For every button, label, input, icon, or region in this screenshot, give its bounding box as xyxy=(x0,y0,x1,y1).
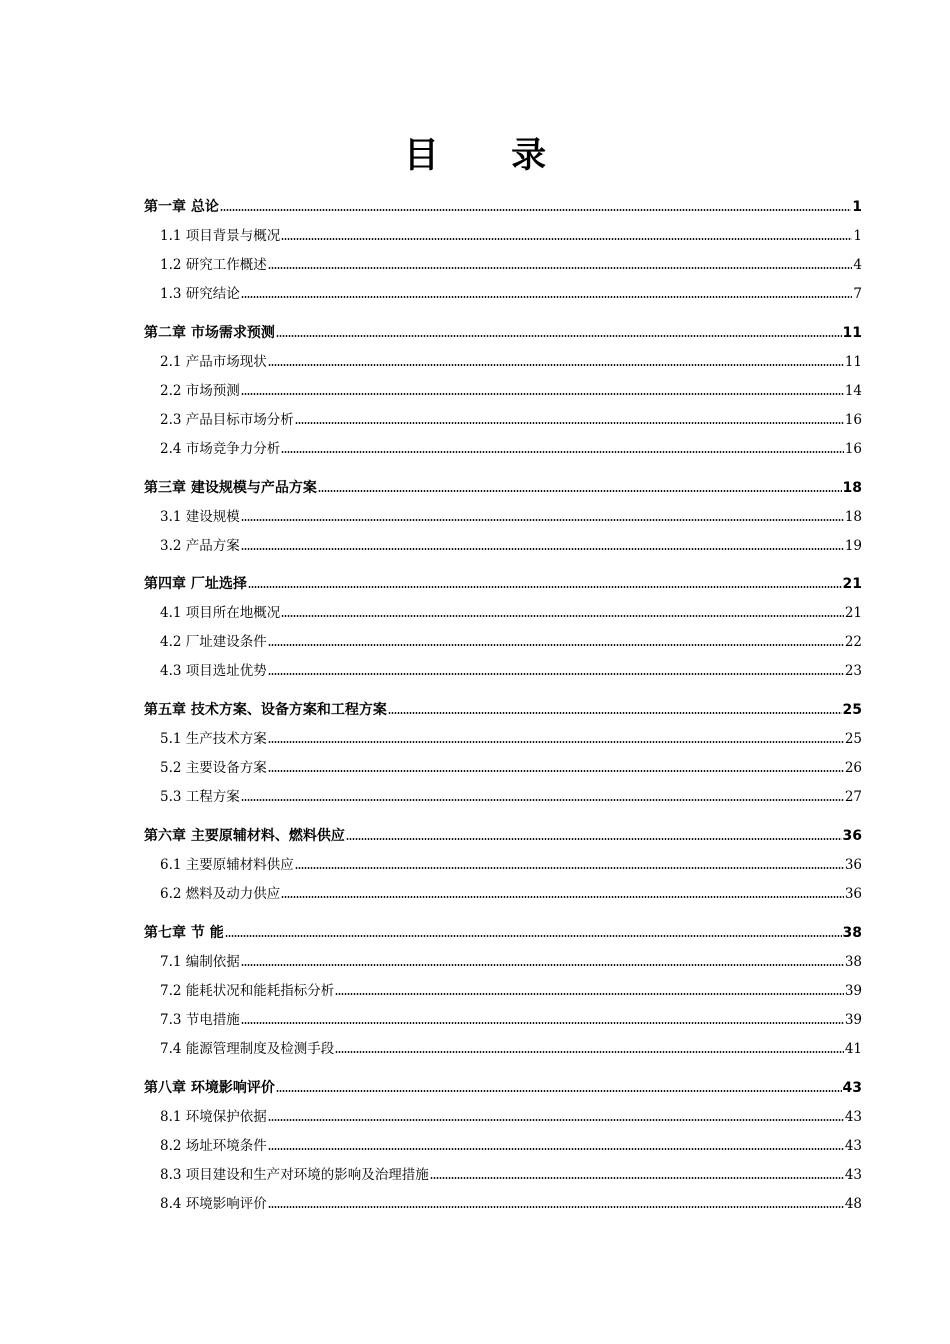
dot-leader xyxy=(220,208,851,212)
dot-leader xyxy=(346,837,842,841)
toc-label: 第三章 建设规模与产品方案 xyxy=(144,480,317,496)
toc-page-number: 21 xyxy=(844,605,862,621)
dot-leader xyxy=(268,643,844,647)
toc-page-number: 11 xyxy=(844,354,862,370)
toc-section-4-3[interactable] xyxy=(144,658,862,680)
toc-label: 2.2 市场预测 xyxy=(160,383,240,399)
dot-leader xyxy=(388,711,842,715)
toc-page-number: 43 xyxy=(844,1109,862,1125)
toc-label: 1.3 研究结论 xyxy=(160,286,240,302)
toc-section-8-1[interactable] xyxy=(144,1104,862,1126)
toc-page-number: 18 xyxy=(842,480,862,496)
page-title: 目 录 xyxy=(403,136,577,176)
toc-page-number: 43 xyxy=(842,1080,862,1096)
toc-section-1-2[interactable] xyxy=(144,252,862,274)
dot-leader xyxy=(318,489,842,493)
toc-label: 8.2 场址环境条件 xyxy=(160,1138,267,1154)
toc-page-number: 36 xyxy=(842,828,862,844)
toc-page-number: 36 xyxy=(844,857,862,873)
toc-section-3-1[interactable] xyxy=(144,504,862,526)
dot-leader xyxy=(335,992,844,996)
toc-label: 7.1 编制依据 xyxy=(160,954,240,970)
toc-section-8-4[interactable] xyxy=(144,1191,862,1213)
dot-leader xyxy=(268,1118,844,1122)
toc-section-2-3[interactable] xyxy=(144,407,862,429)
toc-section-5-3[interactable] xyxy=(144,784,862,806)
toc-section-3-2[interactable] xyxy=(144,533,862,555)
dot-leader xyxy=(248,585,842,589)
toc-page-number: 23 xyxy=(844,663,862,679)
dot-leader xyxy=(268,1205,844,1209)
toc-section-6-1[interactable] xyxy=(144,852,862,874)
toc-page-number: 19 xyxy=(844,538,862,554)
toc-page-number: 11 xyxy=(842,325,862,341)
toc-section-7-2[interactable] xyxy=(144,978,862,1000)
dot-leader xyxy=(241,392,844,396)
toc-label: 2.4 市场竞争力分析 xyxy=(160,441,281,457)
toc-label: 5.2 主要设备方案 xyxy=(160,760,267,776)
toc-label: 3.2 产品方案 xyxy=(160,538,240,554)
toc-label: 5.1 生产技术方案 xyxy=(160,731,267,747)
toc-chapter-8[interactable] xyxy=(144,1075,862,1097)
toc-page-number: 18 xyxy=(844,509,862,525)
toc-chapter-3[interactable] xyxy=(144,475,862,497)
toc-label: 7.3 节电措施 xyxy=(160,1012,240,1028)
toc-chapter-2[interactable] xyxy=(144,320,862,342)
toc-page-number: 39 xyxy=(844,1012,862,1028)
toc-page-number: 38 xyxy=(842,925,862,941)
toc-page-number: 27 xyxy=(844,789,862,805)
toc-label: 6.2 燃料及动力供应 xyxy=(160,886,281,902)
dot-leader xyxy=(241,798,844,802)
toc-page-number: 14 xyxy=(844,383,862,399)
toc-label: 3.1 建设规模 xyxy=(160,509,240,525)
toc-chapter-7[interactable] xyxy=(144,920,862,942)
toc-page-number: 48 xyxy=(844,1196,862,1212)
toc-label: 7.2 能耗状况和能耗指标分析 xyxy=(160,983,335,999)
toc-label: 第五章 技术方案、设备方案和工程方案 xyxy=(144,702,387,718)
toc-page-number: 7 xyxy=(853,286,862,302)
toc-section-8-2[interactable] xyxy=(144,1133,862,1155)
toc-label: 第六章 主要原辅材料、燃料供应 xyxy=(144,828,345,844)
dot-leader xyxy=(241,518,844,522)
toc-label: 4.3 项目选址优势 xyxy=(160,663,267,679)
toc-page-number: 25 xyxy=(844,731,862,747)
dot-leader xyxy=(268,769,844,773)
toc-page-number: 26 xyxy=(844,760,862,776)
toc-section-2-2[interactable] xyxy=(144,378,862,400)
toc-label: 第二章 市场需求预测 xyxy=(144,325,275,341)
toc-section-7-4[interactable] xyxy=(144,1036,862,1058)
dot-leader xyxy=(268,266,853,270)
dot-leader xyxy=(241,295,853,299)
toc-label: 第一章 总论 xyxy=(144,199,219,215)
toc-page-number: 36 xyxy=(844,886,862,902)
toc-section-5-1[interactable] xyxy=(144,726,862,748)
toc-section-6-2[interactable] xyxy=(144,881,862,903)
toc-section-7-3[interactable] xyxy=(144,1007,862,1029)
toc-label: 第八章 环境影响评价 xyxy=(144,1080,275,1096)
dot-leader xyxy=(241,547,844,551)
dot-leader xyxy=(241,1021,844,1025)
toc-label: 8.4 环境影响评价 xyxy=(160,1196,267,1212)
dot-leader xyxy=(335,1050,844,1054)
toc-label: 8.1 环境保护依据 xyxy=(160,1109,267,1125)
toc-section-4-1[interactable] xyxy=(144,600,862,622)
toc-section-7-1[interactable] xyxy=(144,949,862,971)
dot-leader xyxy=(295,421,844,425)
toc-page-number: 1 xyxy=(853,228,862,244)
toc-page-number: 16 xyxy=(844,441,862,457)
toc-page-number: 39 xyxy=(844,983,862,999)
dot-leader xyxy=(268,363,844,367)
toc-page-number: 25 xyxy=(842,702,862,718)
toc-label: 4.2 厂址建设条件 xyxy=(160,634,267,650)
toc-page-number: 4 xyxy=(853,257,862,273)
dot-leader xyxy=(281,895,844,899)
toc-section-5-2[interactable] xyxy=(144,755,862,777)
toc-page-number: 1 xyxy=(852,199,862,215)
dot-leader xyxy=(430,1176,844,1180)
toc-page-number: 38 xyxy=(844,954,862,970)
toc-section-2-1[interactable] xyxy=(144,349,862,371)
toc-chapter-4[interactable] xyxy=(144,571,862,593)
toc-label: 4.1 项目所在地概况 xyxy=(160,605,281,621)
toc-section-1-3[interactable] xyxy=(144,281,862,303)
dot-leader xyxy=(268,672,844,676)
toc-label: 2.3 产品目标市场分析 xyxy=(160,412,294,428)
toc-label: 第四章 厂址选择 xyxy=(144,576,247,592)
toc-label: 5.3 工程方案 xyxy=(160,789,240,805)
dot-leader xyxy=(241,963,844,967)
dot-leader xyxy=(276,334,842,338)
dot-leader xyxy=(281,450,844,454)
toc-section-8-3[interactable] xyxy=(144,1162,862,1184)
toc-label: 8.3 项目建设和生产对环境的影响及治理措施 xyxy=(160,1167,429,1183)
toc-label: 1.2 研究工作概述 xyxy=(160,257,267,273)
toc-section-4-2[interactable] xyxy=(144,629,862,651)
toc-page-number: 21 xyxy=(842,576,862,592)
toc-page-number: 43 xyxy=(844,1138,862,1154)
toc-label: 1.1 项目背景与概况 xyxy=(160,228,281,244)
toc-section-2-4[interactable] xyxy=(144,436,862,458)
toc-label: 2.1 产品市场现状 xyxy=(160,354,267,370)
toc-label: 第七章 节 能 xyxy=(144,925,224,941)
dot-leader xyxy=(281,614,844,618)
dot-leader xyxy=(281,237,852,241)
toc-section-1-1[interactable] xyxy=(144,223,862,245)
toc-chapter-6[interactable] xyxy=(144,823,862,845)
dot-leader xyxy=(268,740,844,744)
dot-leader xyxy=(276,1089,842,1093)
dot-leader xyxy=(268,1147,844,1151)
toc-page-number: 16 xyxy=(844,412,862,428)
toc-label: 6.1 主要原辅材料供应 xyxy=(160,857,294,873)
toc-chapter-1[interactable] xyxy=(144,194,862,216)
toc-chapter-5[interactable] xyxy=(144,697,862,719)
dot-leader xyxy=(225,934,842,938)
toc-page-number: 22 xyxy=(844,634,862,650)
dot-leader xyxy=(295,866,844,870)
toc-page-number: 41 xyxy=(844,1041,862,1057)
toc-label: 7.4 能源管理制度及检测手段 xyxy=(160,1041,335,1057)
toc-page-number: 43 xyxy=(844,1167,862,1183)
